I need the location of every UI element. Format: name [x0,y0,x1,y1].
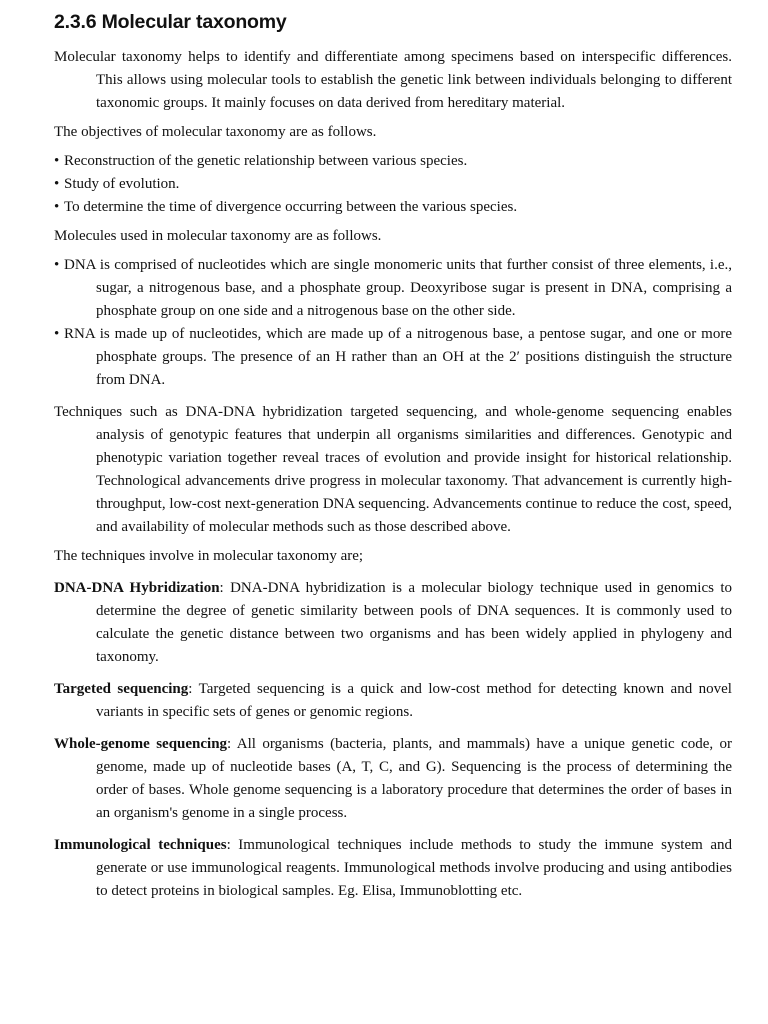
technique-term: DNA-DNA Hybridization [54,580,220,596]
technique-separator: : [219,580,231,596]
list-item-text: DNA is comprised of nucleotides which are single monomeric units that further consist of three elements, i.e., sugar, a nitrogenous base, and a phosphate group. Deoxyribose sugar is present in DNA, comprising a phosphate group on one side and a nitrogenous base on the other side. [64,257,732,319]
list-item [54,323,732,392]
technique-description: Immunological techniques include methods to study the immune system and generate or use immunological reagents. Immunological methods involve producing and using antibodies to detect proteins in biological samples. Eg. Elisa, Immunoblotting etc. [96,837,733,899]
bullet-icon: • [54,153,60,169]
objectives-list [54,150,732,219]
technique-entry [54,733,732,825]
list-item-text: Reconstruction of the genetic relationship between various species. [64,153,468,169]
techniques-overview-paragraph: Techniques such as DNA-DNA hybridization targeted sequencing, and whole-genome sequencing enables analysis of genotypic features that underpin all organisms similarities and differences. Genotypic and phenotypic variation together reveal traces of evolution and provide insight for historical relationship. Technological advancements drive progress in molecular taxonomy. That advancement is currently high-throughput, low-cost next-generation DNA sequencing. Advancements continue to reduce the cost, speed, and availability of molecular methods such as those described above. [54,404,732,535]
list-item-text: RNA is made up of nucleotides, which are made up of a nitrogenous base, a pentose sugar, and one or more phosphate groups. The presence of an H rather than an OH at the 2′ positions distinguish the structure from DNA. [64,326,732,388]
technique-entry [54,577,732,669]
bullet-icon: • [54,257,60,273]
technique-separator: : [227,736,237,752]
technique-term: Immunological techniques [54,837,227,853]
intro-paragraph: Molecular taxonomy helps to identify and differentiate among specimens based on interspecific differences. This allows using molecular tools to establish the genetic link between individuals belonging to different taxonomic groups. It mainly focuses on data derived from hereditary material. [54,49,732,111]
technique-entry [54,834,732,903]
technique-term: Whole-genome sequencing [54,736,228,752]
list-item-text: Study of evolution. [64,176,180,192]
list-item [54,173,732,196]
technique-separator: : [226,837,239,853]
molecules-lead: Molecules used in molecular taxonomy are as follows. [54,228,382,244]
list-item [54,150,732,173]
techniques-lead: The techniques involve in molecular taxonomy are; [54,548,364,564]
list-item [54,254,732,323]
technique-description: All organisms (bacteria, plants, and mammals) have a unique genetic code, or genome, made up of nucleotide bases (A, T, C, and G). Sequencing is the process of determining the order of bases. Whole genome sequencing is a laboratory procedure that determines the order of bases in an organism's genome in a single process. [96,736,732,821]
bullet-icon: • [54,326,60,342]
technique-term: Targeted sequencing [54,681,189,697]
technique-entry [54,678,732,724]
bullet-icon: • [54,176,60,192]
technique-description: DNA-DNA hybridization is a molecular biology technique used in genomics to determine the degree of genetic similarity between pools of DNA sequences. It is commonly used to calculate the genetic distance between two organisms and has been widely applied in phylogeny and taxonomy. [96,580,733,665]
technique-separator: : [188,681,199,697]
molecules-list [54,254,732,392]
bullet-icon: • [54,199,60,215]
technique-description: Targeted sequencing is a quick and low-cost method for detecting known and novel variants in specific sets of genes or genomic regions. [96,681,732,720]
objectives-lead: The objectives of molecular taxonomy are as follows. [54,124,377,140]
section-heading: 2.3.6 Molecular taxonomy [54,11,287,33]
list-item [54,196,732,219]
list-item-text: To determine the time of divergence occurring between the various species. [64,199,518,215]
